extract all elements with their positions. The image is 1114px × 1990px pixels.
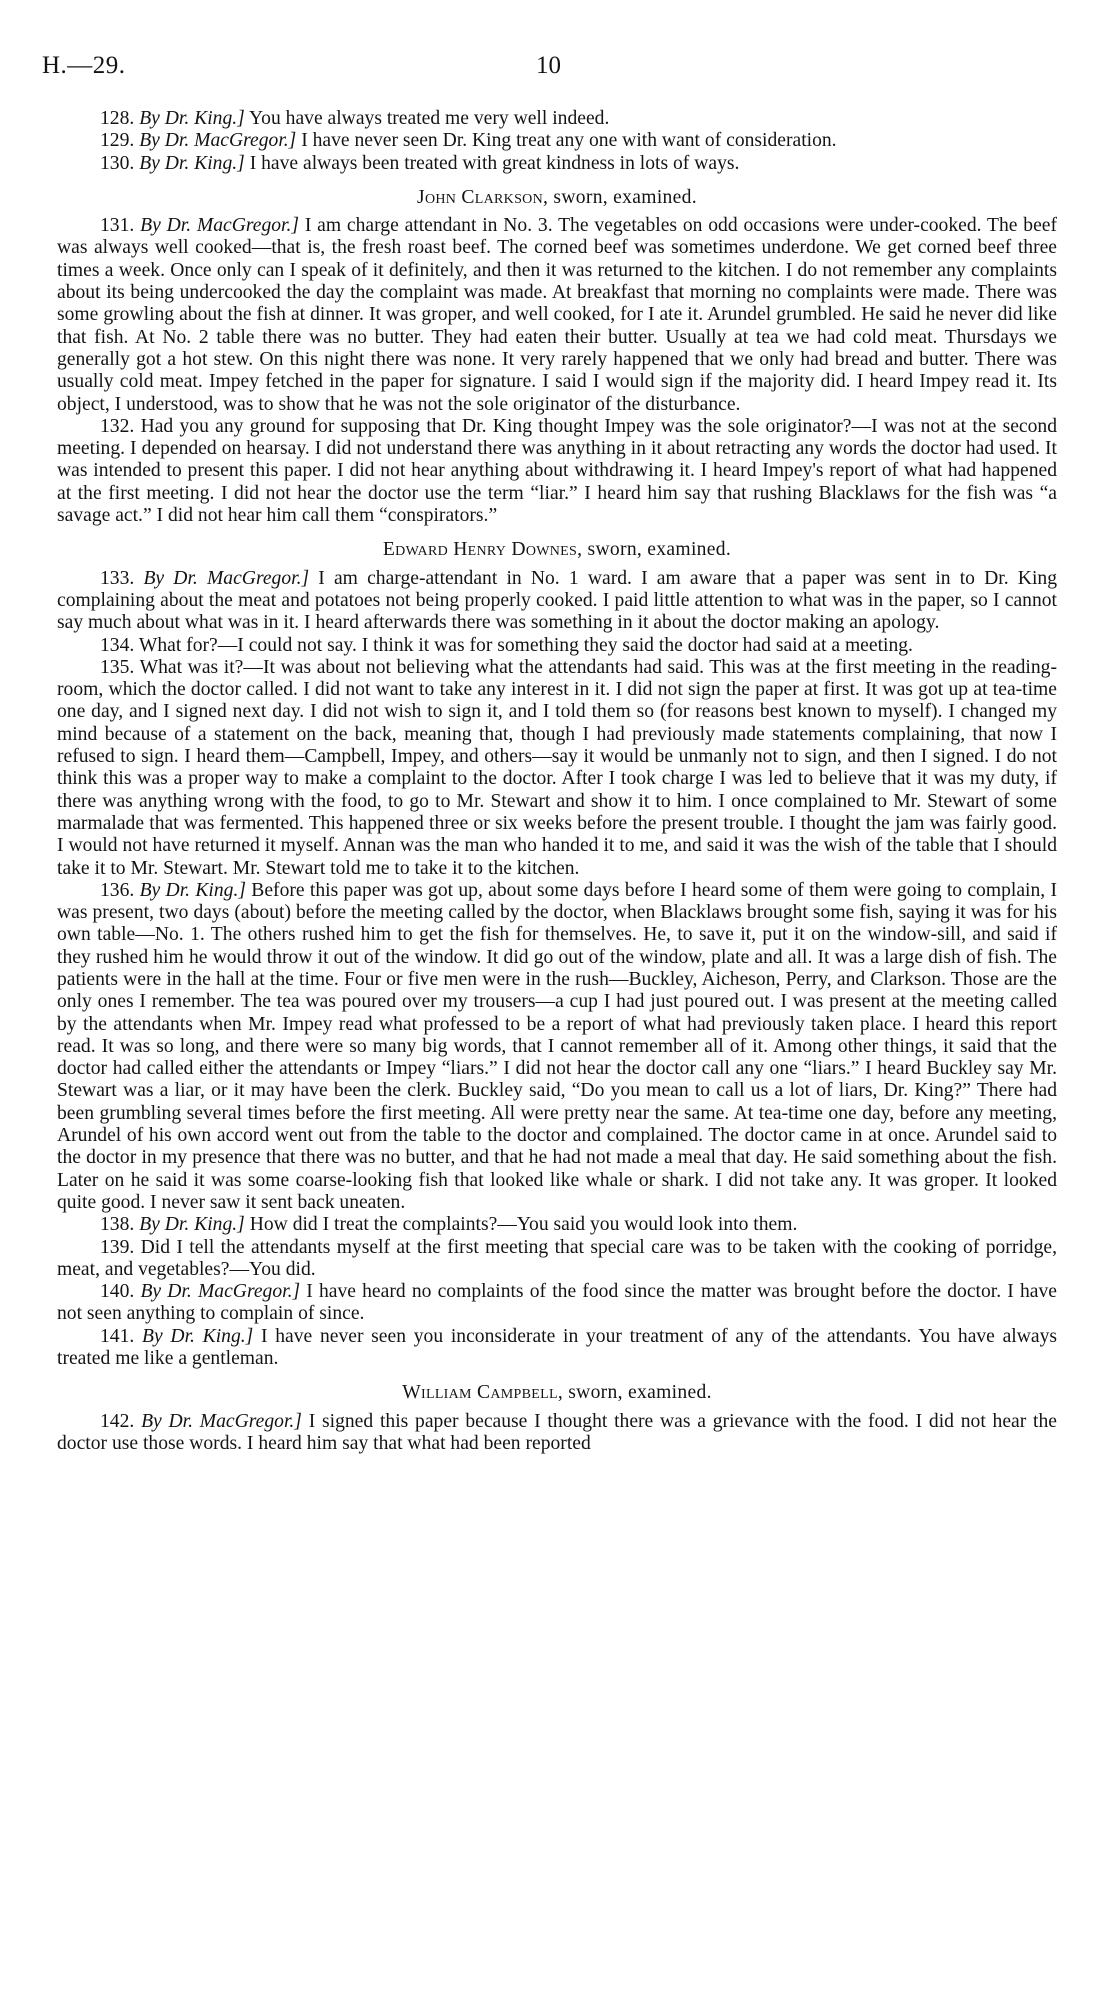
question-134: 134. What for?—I could not say. I think it was for something they said the doctor had said at a meeting. (100, 634, 913, 656)
question-136: 136. By Dr. King.] Before this paper was got up, about some days before I heard some of them were going to complain, I was present, two days (about) before the meeting called by the doctor, when Blacklaws brought some fish, saying it was for his own table—No. 1. The others rushed him to get the fish for themselves. He, to save it, put it on the window-sill, and said if they rushed him he would throw it out of the window. It did go out of the window, plate and all. It was a large dish of fish. The patients were in the hall at the time. Four or five men were in the rush—Buckley, Aicheson, Perry, and Clarkson. Those are the only ones I remember. The tea was poured over my trousers—a cup I had just poured out. I was present at the meeting called by the attendants when Mr. Impey read what professed to be a report of what had previously taken place. I heard this report read. It was so long, and there were so many big words, that I cannot remember all of it. Among other things, it said that the doctor had called either the attendants or Impey “liars.” I did not hear the doctor call any one “liars.” I heard Buckley say Mr. Stewart was a liar, or it may have been the clerk. Buckley said, “Do you mean to call us a lot of liars, Dr. King?” There had been grumbling several times before the first meeting. All were pretty near the same. At tea-time one day, before any meeting, Arundel of his own accord went out from the table to the doctor and complained. The doctor came in at once. Arundel said to the doctor in my presence that there was no butter, and that he had not made a meal that day. He said something about the fish. Later on he said it was some coarse-looking fish that looked like whale or shark. I did not take any. It was groper. It looked quite good. I never saw it sent back uneaten. (57, 879, 1057, 1213)
question-130: 130. By Dr. King.] I have always been treated with great kindness in lots of ways. (100, 152, 740, 174)
question-140: 140. By Dr. MacGregor.] I have heard no complaints of the food since the matter was brought before the doctor. I have not seen anything to complain of since. (57, 1281, 1057, 1325)
question-138: 138. By Dr. King.] How did I treat the complaints?—You said you would look into them. (100, 1214, 798, 1236)
question-135: 135. What was it?—It was about not believing what the attendants had said. This was at the first meeting in the reading-room, which the doctor called. I did not want to take any interest in it. I did not sign the paper at first. It was got up at tea-time one day, and I signed next day. I did not wish to sign it, and I told them so (for reasons best known to myself). I changed my mind because of a statement on the back, meaning that, though I had previously made statements complaining, that now I refused to sign. I heard them—Campbell, Impey, and others—say it would be unmanly not to sign, and then I signed. I do not think this was a proper way to make a complaint to the doctor. After I took charge I was led to believe that it was my duty, if there was anything wrong with the food, to go to Mr. Stewart and show it to him. I once complained to Mr. Stewart of some marmalade that was fermented. This happened three or six weeks before the present trouble. I thought the jam was fairly good. I would not have returned it myself. Annan was the man who handed it to me, and said it was the wish of the table that I should take it to Mr. Stewart. Mr. Stewart told me to take it to the kitchen. (57, 656, 1057, 879)
question-132: 132. Had you any ground for supposing that Dr. King thought Impey was the sole originator?—I was not at the second meeting. I depended on hearsay. I did not understand there was anything in it about retracting any words the doctor had used. It was intended to present this paper. I did not hear anything about withdrawing it. I heard Impey's report of what had happened at the first meeting. I did not hear the doctor use the term “liar.” I heard him say that rushing Blacklaws for the fish was “a savage act.” I did not hear him call them “conspirators.” (57, 415, 1057, 527)
question-129: 129. By Dr. MacGregor.] I have never seen Dr. King treat any one with want of consideration. (100, 130, 837, 152)
question-131: 131. By Dr. MacGregor.] I am charge attendant in No. 3. The vegetables on odd occasions were under-cooked. The beef was always well cooked—that is, the fresh roast beef. The corned beef was sometimes underdone. We get corned beef three times a week. Once only can I speak of it definitely, and then it was returned to the kitchen. I do not remember any complaints about its being undercooked the day the complaint was made. At breakfast that morning no complaints were made. There was some growling about the fish at dinner. It was groper, and well cooked, for I ate it. Arundel grumbled. He said he never did like that fish. At No. 2 table there was no butter. They had eaten their butter. Usually at tea we had cold meat. Thursdays we generally got a hot stew. On this night there was none. It very rarely happened that we only had bread and butter. There was usually cold meat. Impey fetched in the paper for signature. I said I would sign if the majority did. I heard Impey read it. Its object, I understood, was to show that he was not the sole originator of the disturbance. (57, 215, 1057, 415)
question-128: 128. By Dr. King.] You have always treated me very well indeed. (100, 108, 610, 129)
testimony-body (57, 108, 1057, 1455)
witness-heading: Edward Henry Downes, sworn, examined. (382, 539, 732, 561)
question-139: 139. Did I tell the attendants myself at the first meeting that special care was to be taken with the cooking of porridge, meat, and vegetables?—You did. (57, 1236, 1057, 1280)
witness-heading: William Campbell, sworn, examined. (402, 1382, 712, 1404)
document-reference: H.—29. (42, 52, 126, 79)
question-142: 142. By Dr. MacGregor.] I signed this paper because I thought there was a grievance with the food. I did not hear the doctor use those words. I heard him say that what had been reported (57, 1410, 1057, 1454)
witness-heading: John Clarkson, sworn, examined. (417, 186, 697, 208)
question-133: 133. By Dr. MacGregor.] I am charge-attendant in No. 1 ward. I am aware that a paper was sent in to Dr. King complaining about the meat and potatoes not being properly cooked. I paid little attention to what was in the paper, so I cannot say much about what was in it. I heard afterwards there was something in it about the doctor making an apology. (57, 567, 1057, 634)
question-141: 141. By Dr. King.] I have never seen you inconsiderate in your treatment of any of the attendants. You have always treated me like a gentleman. (57, 1325, 1058, 1370)
page-number: 10 (536, 52, 561, 79)
